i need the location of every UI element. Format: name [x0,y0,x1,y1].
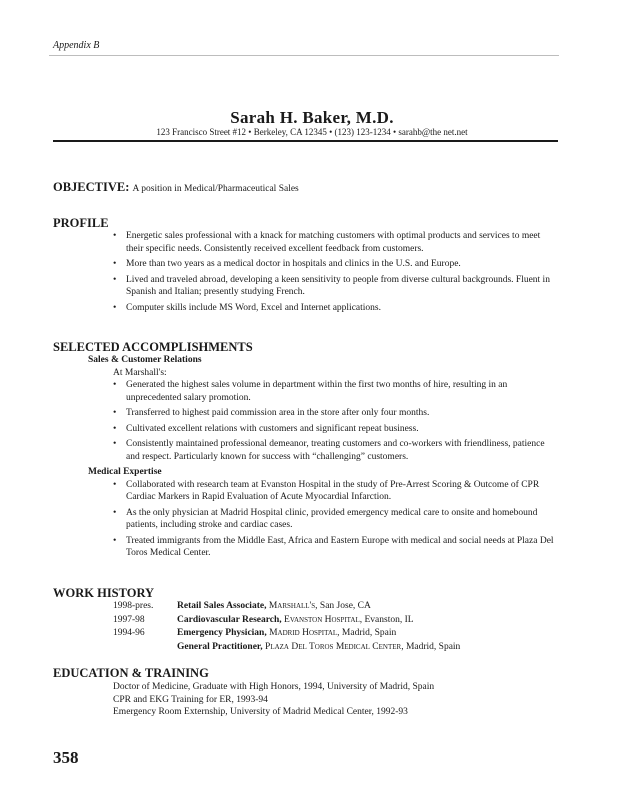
page-number: 358 [53,748,79,767]
work-organization: Plaza Del Toros Medical Center, [265,641,404,652]
work-role: Cardiovascular Research, [177,614,282,625]
medical-subheading: Medical Expertise [88,467,162,477]
work-history-section [53,600,558,654]
accomplishments-section [53,354,558,563]
education-item: Doctor of Medicine, Graduate with High Honors, 1994, University of Madrid, Spain [113,682,435,692]
profile-list [53,230,558,314]
work-years: 1997-98 [113,614,145,625]
work-place: San Jose, CA [319,601,371,611]
work-detail [177,600,460,614]
list-item: • Lived and traveled abroad, developing a keen sensitivity to people from diverse cultural backgrounds. Fluent in Spanish and Italian; presently studying French. [113,274,558,299]
work-place: Evanston, IL [364,614,414,625]
education-item: CPR and EKG Training for ER, 1993-94 [113,694,268,705]
list-item: • Cultivated excellent relations with customers and significant repeat business. [113,423,558,436]
table-row [113,641,460,655]
header-divider [49,55,559,56]
work-history-table [113,600,460,654]
education-item: Emergency Room Externship, University of Madrid Medical Center, 1992-93 [113,707,408,717]
work-detail [177,614,460,628]
work-history-heading: WORK HISTORY [53,586,155,600]
work-role: Retail Sales Associate, [177,601,267,611]
sales-location: At Marshall's: [113,367,167,378]
work-place: Madrid, Spain [405,641,461,652]
list-item: • Generated the highest sales volume in department within the first two months of hire, resulting in an unprecedented salary promotion. [113,379,558,404]
work-organization: Evanston Hospital, [284,614,363,625]
objective-heading: OBJECTIVE: [53,180,130,194]
work-role: Emergency Physician, [177,628,267,638]
accomplishments-heading: SELECTED ACCOMPLISHMENTS [53,340,253,354]
work-detail [177,627,460,641]
list-item: • Collaborated with research team at Evanston Hospital in the study of Pre-Arrest Scoring & Outcome of CPR Cardiac Markers in Rapid Evaluation of Acute Myocardial Infarction. [113,479,558,504]
objective-section [53,180,299,195]
work-years: 1994-96 [113,628,145,638]
work-years [113,641,177,655]
list-item: • Computer skills include MS Word, Excel and Internet applications. [113,302,558,315]
work-role: General Practitioner, [177,641,263,652]
name-divider [53,140,558,142]
table-row [113,627,460,641]
list-item: • More than two years as a medical doctor in hospitals and clinics in the U.S. and Europe. [113,258,558,271]
work-organization: Marshall's, [268,601,318,611]
list-item: • Consistently maintained professional demeanor, treating customers and co-workers with friendliness, patience and respect. Particularly known for success with “challenging” customers. [113,438,558,463]
objective-text: A position in Medical/Pharmaceutical Sales [132,184,299,194]
list-item: • As the only physician at Madrid Hospital clinic, provided emergency medical care to onsite and homebound patients, including stroke and cardiac cases. [113,507,558,532]
profile-heading: PROFILE [53,216,109,230]
resume-name: Sarah H. Baker, M.D. [230,108,394,127]
list-item: • Treated immigrants from the Middle East, Africa and Eastern Europe with medical and social needs at Plaza Del Toros Medical Center. [113,535,558,560]
sales-subheading: Sales & Customer Relations [88,355,202,365]
list-item: • Energetic sales professional with a knack for matching customers with optimal products and services to meet their specific needs. Consistently received excellent feedback from customers. [113,230,558,255]
table-row [113,614,460,628]
sales-list [53,379,558,463]
medical-list [53,479,558,560]
profile-section [53,230,558,317]
work-organization: Madrid Hospital, [269,628,340,638]
appendix-label: Appendix B [53,40,100,51]
work-detail [177,641,460,655]
work-place: Madrid, Spain [341,628,397,638]
education-section [53,681,558,719]
resume-contact: 123 Francisco Street #12 • Berkeley, CA 12345 • (123) 123-1234 • sarahb@the net.net [156,127,468,137]
work-years: 1998-pres. [113,601,154,611]
table-row [113,600,460,614]
list-item: • Transferred to highest paid commission area in the store after only four months. [113,407,558,420]
education-heading: EDUCATION & TRAINING [53,666,209,680]
